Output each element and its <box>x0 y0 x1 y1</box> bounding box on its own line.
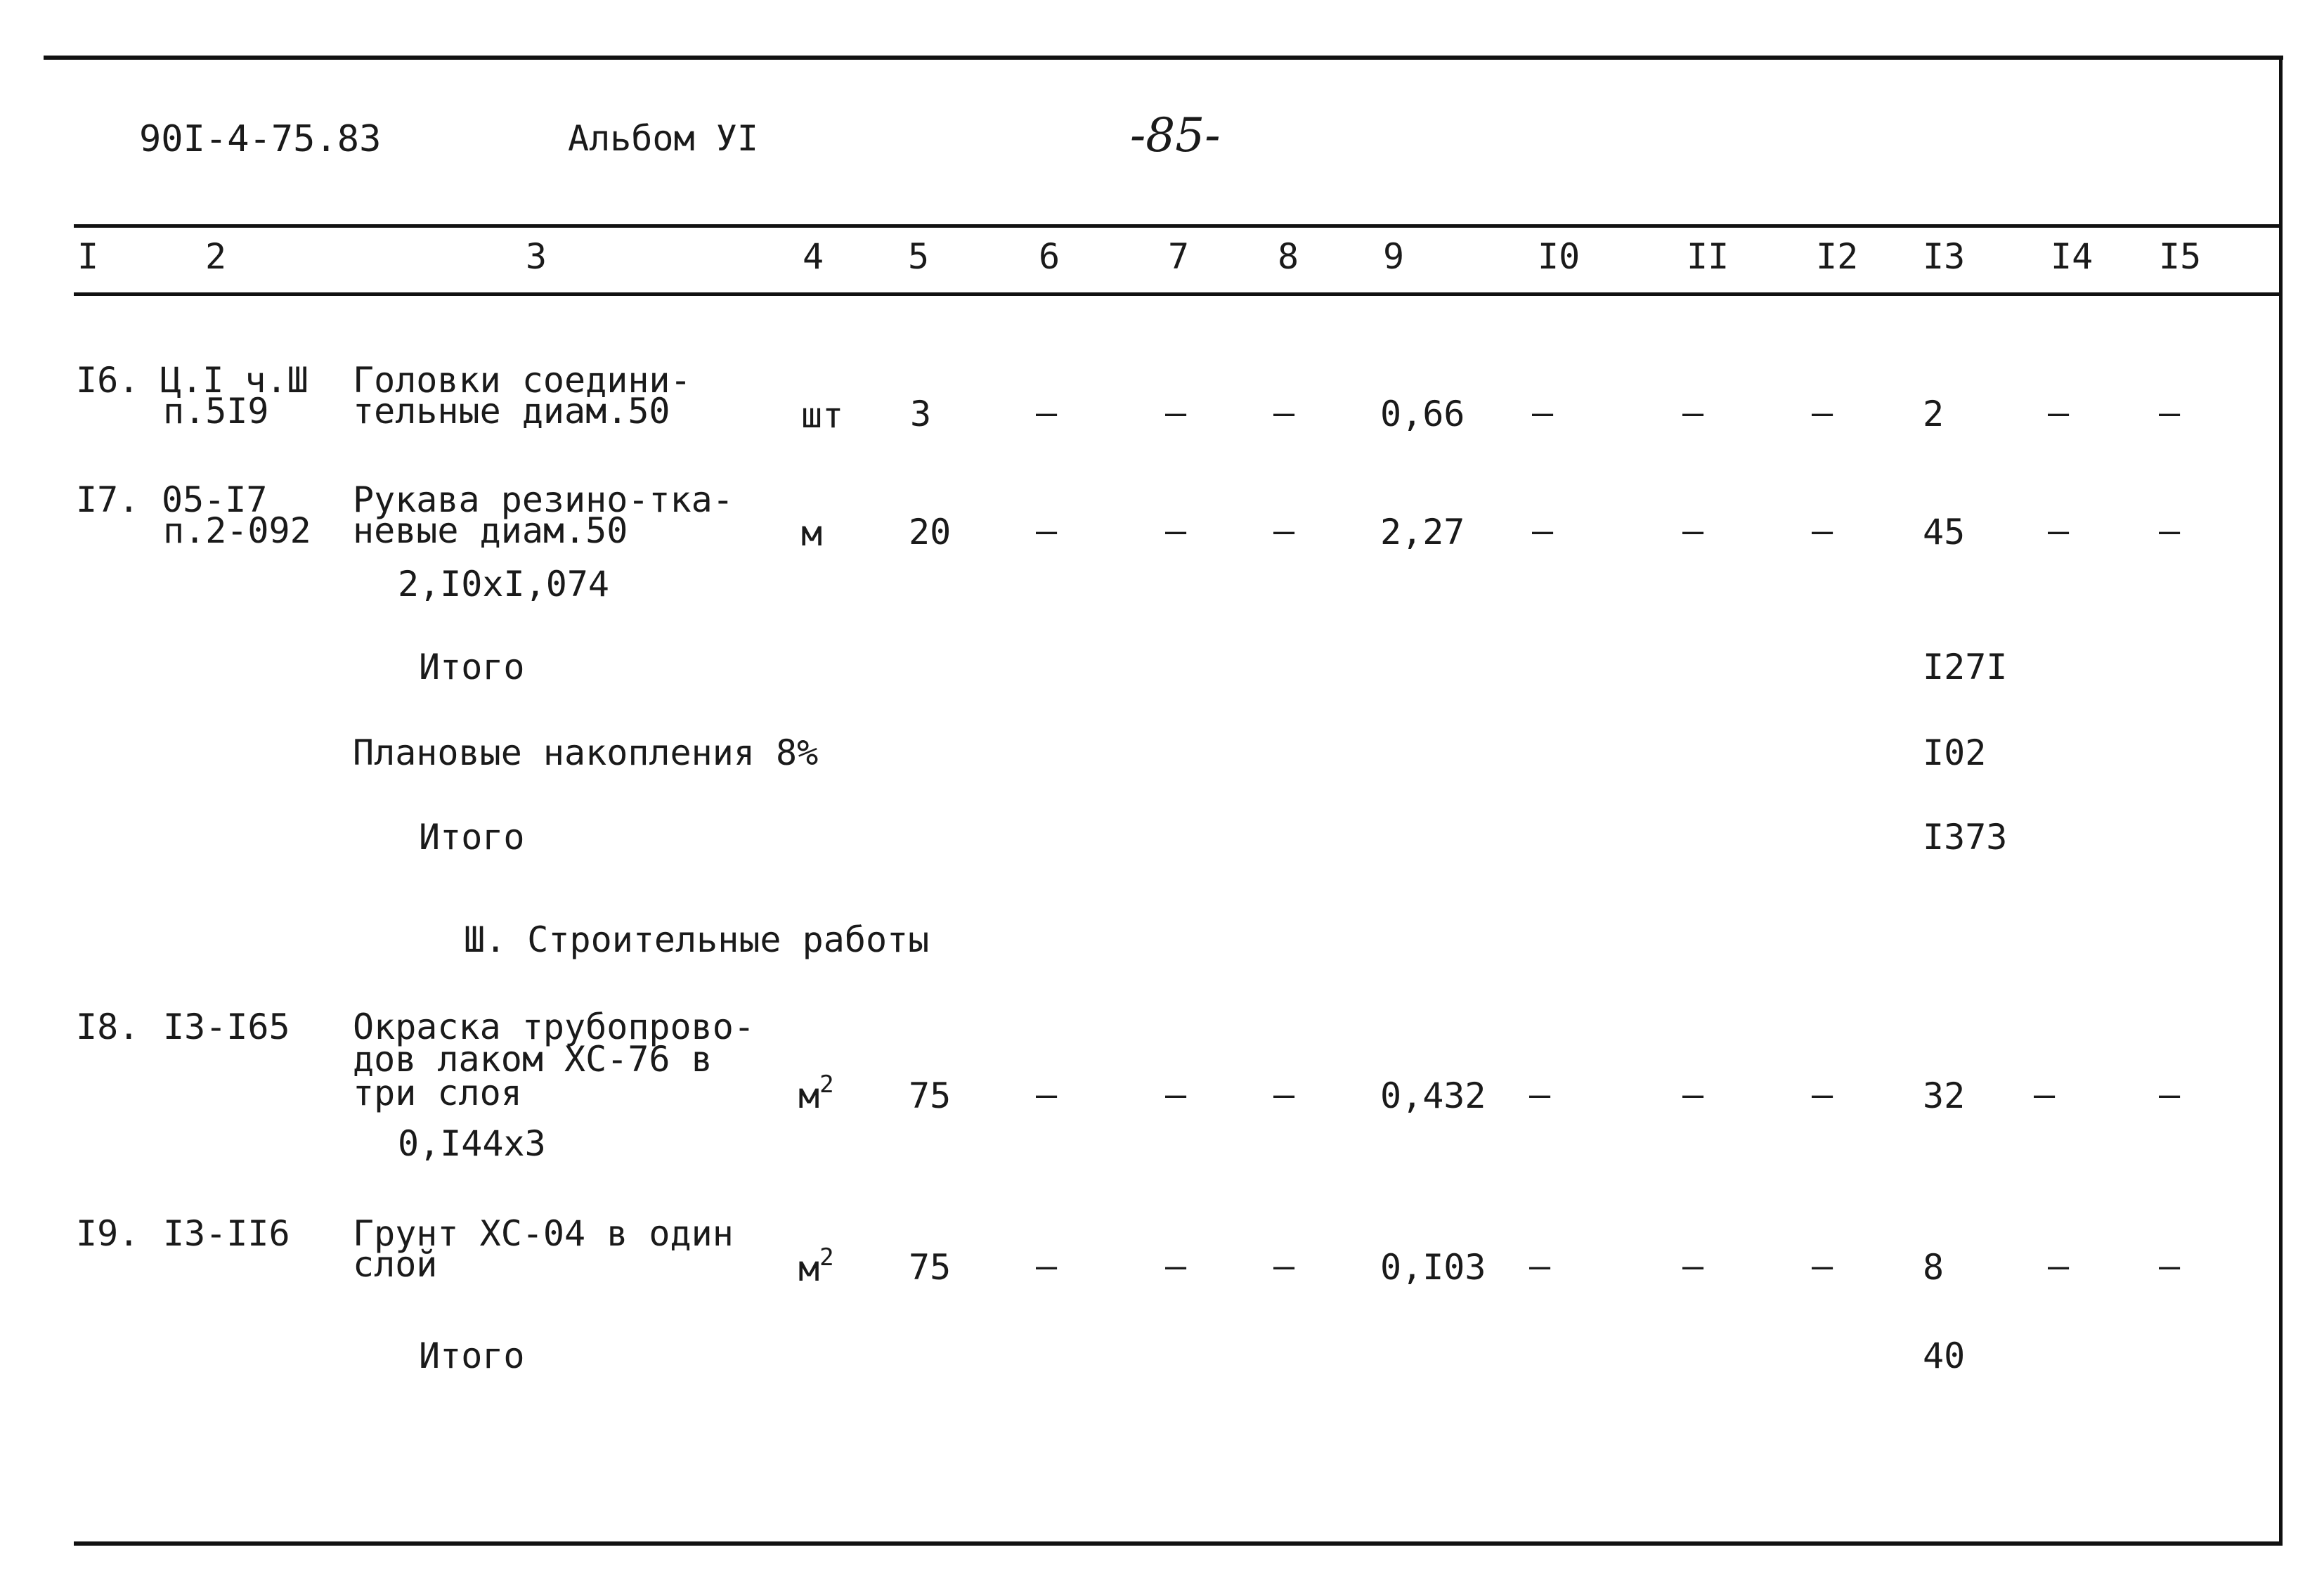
row-c13: 2 <box>1923 394 1945 434</box>
row-c9: 0,I03 <box>1380 1247 1486 1288</box>
itogo-value: I373 <box>1923 817 2008 858</box>
row-c12: – <box>1812 1074 1833 1115</box>
itogo-label: Итого <box>419 817 525 858</box>
row-c7: – <box>1165 1246 1187 1286</box>
row-c7: – <box>1165 1074 1187 1115</box>
row-name: Окраска трубопрово- <box>353 1007 755 1047</box>
row-name: Головки соедини- <box>353 360 692 401</box>
row-name: Грунт ХС-04 в один <box>353 1213 734 1254</box>
row-c12: – <box>1812 392 1833 433</box>
row-qty: 75 <box>909 1075 952 1116</box>
col-1: I <box>77 236 99 277</box>
row-name: три слоя <box>353 1073 522 1113</box>
row-c10: – <box>1532 510 1554 551</box>
row-name: слой <box>353 1244 438 1285</box>
row-number: I8. <box>76 1007 140 1047</box>
row-c13: 8 <box>1923 1247 1945 1288</box>
row-qty: 20 <box>909 512 952 552</box>
unit-superscript: 2 <box>819 1243 834 1272</box>
row-c8: – <box>1273 392 1295 433</box>
row-c13: 45 <box>1923 512 1966 552</box>
col-6: 6 <box>1039 236 1060 277</box>
row-code: 05-I7 <box>162 479 268 520</box>
row-c15: – <box>2159 1246 2181 1286</box>
album-label: Альбом УI <box>568 118 758 159</box>
row-c11: – <box>1682 510 1704 551</box>
bottom-border <box>74 1541 2283 1546</box>
row-unit <box>798 1071 834 1116</box>
row-c6: – <box>1036 1074 1058 1115</box>
row-c11: – <box>1682 1074 1704 1115</box>
row-c8: – <box>1273 1246 1295 1286</box>
row-c10: – <box>1529 1246 1551 1286</box>
row-code: I3-I65 <box>163 1007 290 1047</box>
top-border <box>44 56 2283 60</box>
row-c14: – <box>2034 1074 2056 1115</box>
row-c13: 32 <box>1923 1075 1966 1116</box>
row-c6: – <box>1036 510 1058 551</box>
col-15: I5 <box>2159 236 2202 277</box>
row-code: I3-II6 <box>163 1213 290 1254</box>
row-c11: – <box>1682 392 1704 433</box>
row-number: I9. <box>76 1213 140 1254</box>
row-c9: 0,432 <box>1380 1075 1486 1116</box>
unit-superscript: 2 <box>819 1071 834 1099</box>
page-number: -85- <box>1130 108 1221 162</box>
col-14: I4 <box>2051 236 2093 277</box>
row-number: I6. <box>76 360 140 401</box>
row-c14: – <box>2048 392 2070 433</box>
unit-text: м <box>798 1075 820 1116</box>
row-code: п.2-092 <box>163 510 311 551</box>
col-8: 8 <box>1278 236 1299 277</box>
row-code: Ц.I ч.Ш <box>160 360 309 401</box>
col-9: 9 <box>1383 236 1405 277</box>
col-12: I2 <box>1816 236 1859 277</box>
col-10: I0 <box>1538 236 1580 277</box>
row-name: невые диам.50 <box>353 510 628 551</box>
row-c7: – <box>1165 392 1187 433</box>
row-c15: – <box>2159 510 2181 551</box>
itogo-label: Итого <box>419 1336 525 1376</box>
col-7: 7 <box>1168 236 1190 277</box>
row-unit: м <box>801 513 823 554</box>
row-c8: – <box>1273 1074 1295 1115</box>
col-5: 5 <box>908 236 930 277</box>
unit-text: м <box>798 1248 820 1289</box>
planned-savings-value: I02 <box>1923 732 1987 773</box>
row-name: дов лаком ХС-76 в <box>353 1039 713 1080</box>
row-name: Рукава резино-тка- <box>353 479 734 520</box>
row-code: п.5I9 <box>163 391 269 432</box>
col-11: II <box>1687 236 1729 277</box>
row-name: тельные диам.50 <box>353 391 670 432</box>
col-3: 3 <box>526 236 547 277</box>
row-c15: – <box>2159 1074 2181 1115</box>
row-number: I7. <box>76 479 140 520</box>
row-unit <box>798 1243 834 1289</box>
col-2: 2 <box>205 236 227 277</box>
row-c10: – <box>1529 1074 1551 1115</box>
row-unit: шт <box>801 395 844 436</box>
row-qty: 75 <box>909 1247 952 1288</box>
row-c12: – <box>1812 510 1833 551</box>
row-c6: – <box>1036 1246 1058 1286</box>
section-heading: Ш. Строительные работы <box>464 919 930 960</box>
row-qty: 3 <box>910 394 932 434</box>
header-bottom-rule <box>74 292 2283 296</box>
itogo-value: 40 <box>1923 1336 1966 1376</box>
row-note: 2,I0хI,074 <box>398 564 610 604</box>
col-13: I3 <box>1923 236 1966 277</box>
itogo-value: I27I <box>1923 647 2008 687</box>
right-border <box>2279 56 2283 1546</box>
row-c6: – <box>1036 392 1058 433</box>
itogo-label: Итого <box>419 647 525 687</box>
row-c15: – <box>2159 392 2181 433</box>
row-c9: 2,27 <box>1380 512 1465 552</box>
col-4: 4 <box>803 236 824 277</box>
doc-code: 90I-4-75.83 <box>139 118 382 160</box>
planned-savings-label: Плановые накопления 8% <box>353 732 819 773</box>
row-c12: – <box>1812 1246 1833 1286</box>
row-c7: – <box>1165 510 1187 551</box>
row-note: 0,I44х3 <box>398 1123 546 1164</box>
row-c11: – <box>1682 1246 1704 1286</box>
row-c14: – <box>2048 510 2070 551</box>
row-c9: 0,66 <box>1380 394 1465 434</box>
header-top-rule <box>74 224 2283 228</box>
row-c10: – <box>1532 392 1554 433</box>
row-c8: – <box>1273 510 1295 551</box>
row-c14: – <box>2048 1246 2070 1286</box>
